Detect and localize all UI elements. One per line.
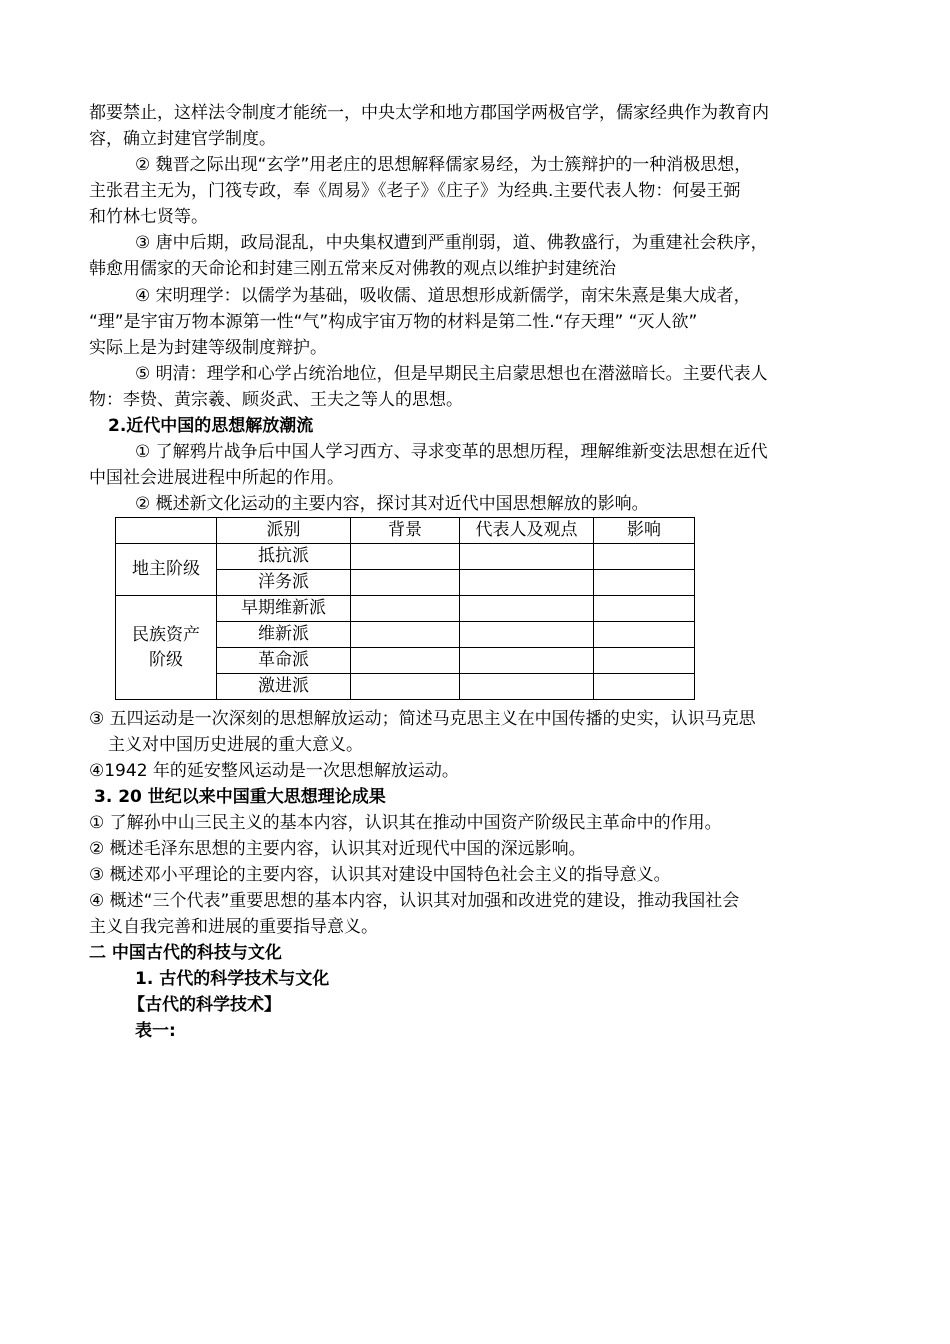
table-cell: [351, 570, 460, 596]
table-cell: [351, 648, 460, 674]
paragraph-line: ⑤ 明清：理学和心学占统治地位，但是早期民主启蒙思想也在潜滋暗长。主要代表人: [135, 364, 768, 384]
section-heading: 2.近代中国的思想解放潮流: [108, 416, 314, 436]
table-cell: [351, 544, 460, 570]
group-label-line: 民族资产: [132, 624, 200, 645]
table-cell: [594, 544, 695, 570]
subheading: 表一:: [135, 1021, 176, 1041]
table-header-cell: [116, 518, 217, 544]
table-header-cell: 派别: [217, 518, 351, 544]
list-item: 主义自我完善和进展的重要指导意义。: [89, 917, 378, 937]
table-header-cell: 影响: [594, 518, 695, 544]
paragraph-line: ② 魏晋之际出现“玄学”用老庄的思想解释儒家易经，为士簇辩护的一种消极思想，: [135, 155, 752, 175]
list-item: ④ 概述“三个代表”重要思想的基本内容，认识其对加强和改进党的建设，推动我国社会: [89, 891, 740, 911]
faction-cell: 洋务派: [217, 570, 351, 596]
table-cell: [460, 570, 594, 596]
table-cell: [460, 648, 594, 674]
table-cell: [351, 674, 460, 700]
table-row: [116, 544, 695, 570]
paragraph-line: ① 了解鸦片战争后中国人学习西方、寻求变革的思想历程，理解维新变法思想在近代: [135, 442, 768, 462]
subheading: 1. 古代的科学技术与文化: [135, 969, 330, 989]
paragraph-line: ③ 唐中后期，政局混乱，中央集权遭到严重削弱，道、佛教盛行，为重建社会秩序，: [135, 233, 768, 253]
table-cell: [351, 622, 460, 648]
paragraph-line: 物：李贽、黄宗羲、顾炎武、王夫之等人的思想。: [89, 390, 463, 410]
table-cell: [594, 596, 695, 622]
group-cell: 地主阶级: [116, 544, 217, 596]
paragraph-line: ② 概述新文化运动的主要内容，探讨其对近代中国思想解放的影响。: [135, 494, 649, 514]
table-cell: [594, 622, 695, 648]
faction-cell: 革命派: [217, 648, 351, 674]
paragraph-line: 容，确立封建官学制度。: [89, 129, 276, 149]
table-cell: [460, 674, 594, 700]
paragraph-line: “理”是宇宙万物本源第一性“气”构成宇宙万物的材料是第二性.“存天理” “灭人欲”: [89, 312, 698, 332]
paragraph-line: 和竹林七贤等。: [89, 207, 208, 227]
faction-cell: 维新派: [217, 622, 351, 648]
faction-cell: 抵抗派: [217, 544, 351, 570]
faction-cell: 激进派: [217, 674, 351, 700]
subheading: 【古代的科学技术】: [128, 995, 281, 1015]
paragraph-line: ③ 五四运动是一次深刻的思想解放运动；简述马克思主义在中国传播的史实，认识马克思: [89, 709, 756, 729]
list-item: ① 了解孙中山三民主义的基本内容，认识其在推动中国资产阶级民主革命中的作用。: [89, 813, 722, 833]
table-cell: [460, 596, 594, 622]
paragraph-line: 主张君主无为，门筏专政，奉《周易》《老子》《庄子》为经典.主要代表人物：何晏王弼: [89, 181, 741, 201]
section-heading: 3. 20 世纪以来中国重大思想理论成果: [94, 787, 386, 807]
table-row: [116, 596, 695, 622]
table-cell: [351, 596, 460, 622]
factions-table: [115, 517, 695, 700]
paragraph-line: 实际上是为封建等级制度辩护。: [89, 338, 327, 358]
list-item: ③ 概述邓小平理论的主要内容，认识其对建设中国特色社会主义的指导意义。: [89, 865, 671, 885]
paragraph-line: 主义对中国历史进展的重大意义。: [108, 735, 363, 755]
group-label-line: 阶级: [149, 649, 183, 670]
table-header-row: [116, 518, 695, 544]
table-cell: [460, 622, 594, 648]
paragraph-line: 都要禁止，这样法令制度才能统一，中央太学和地方郡国学两极官学，儒家经典作为教育内: [89, 103, 769, 123]
table-cell: [594, 648, 695, 674]
paragraph-line: 中国社会进展进程中所起的作用。: [89, 468, 344, 488]
group-cell: [116, 596, 217, 700]
table-cell: [594, 570, 695, 596]
table-cell: [594, 674, 695, 700]
paragraph-line: ④ 宋明理学：以儒学为基础，吸收儒、道思想形成新儒学，南宋朱熹是集大成者，: [135, 286, 751, 306]
table-header-cell: 背景: [351, 518, 460, 544]
table-cell: [460, 544, 594, 570]
table-header-cell: 代表人及观点: [460, 518, 594, 544]
part-heading: 二 中国古代的科技与文化: [89, 943, 282, 963]
paragraph-line: 韩愈用儒家的天命论和封建三刚五常来反对佛教的观点以维护封建统治: [89, 259, 616, 279]
paragraph-line: ④1942 年的延安整风运动是一次思想解放运动。: [89, 761, 459, 781]
faction-cell: 早期维新派: [217, 596, 351, 622]
list-item: ② 概述毛泽东思想的主要内容，认识其对近现代中国的深远影响。: [89, 839, 586, 859]
